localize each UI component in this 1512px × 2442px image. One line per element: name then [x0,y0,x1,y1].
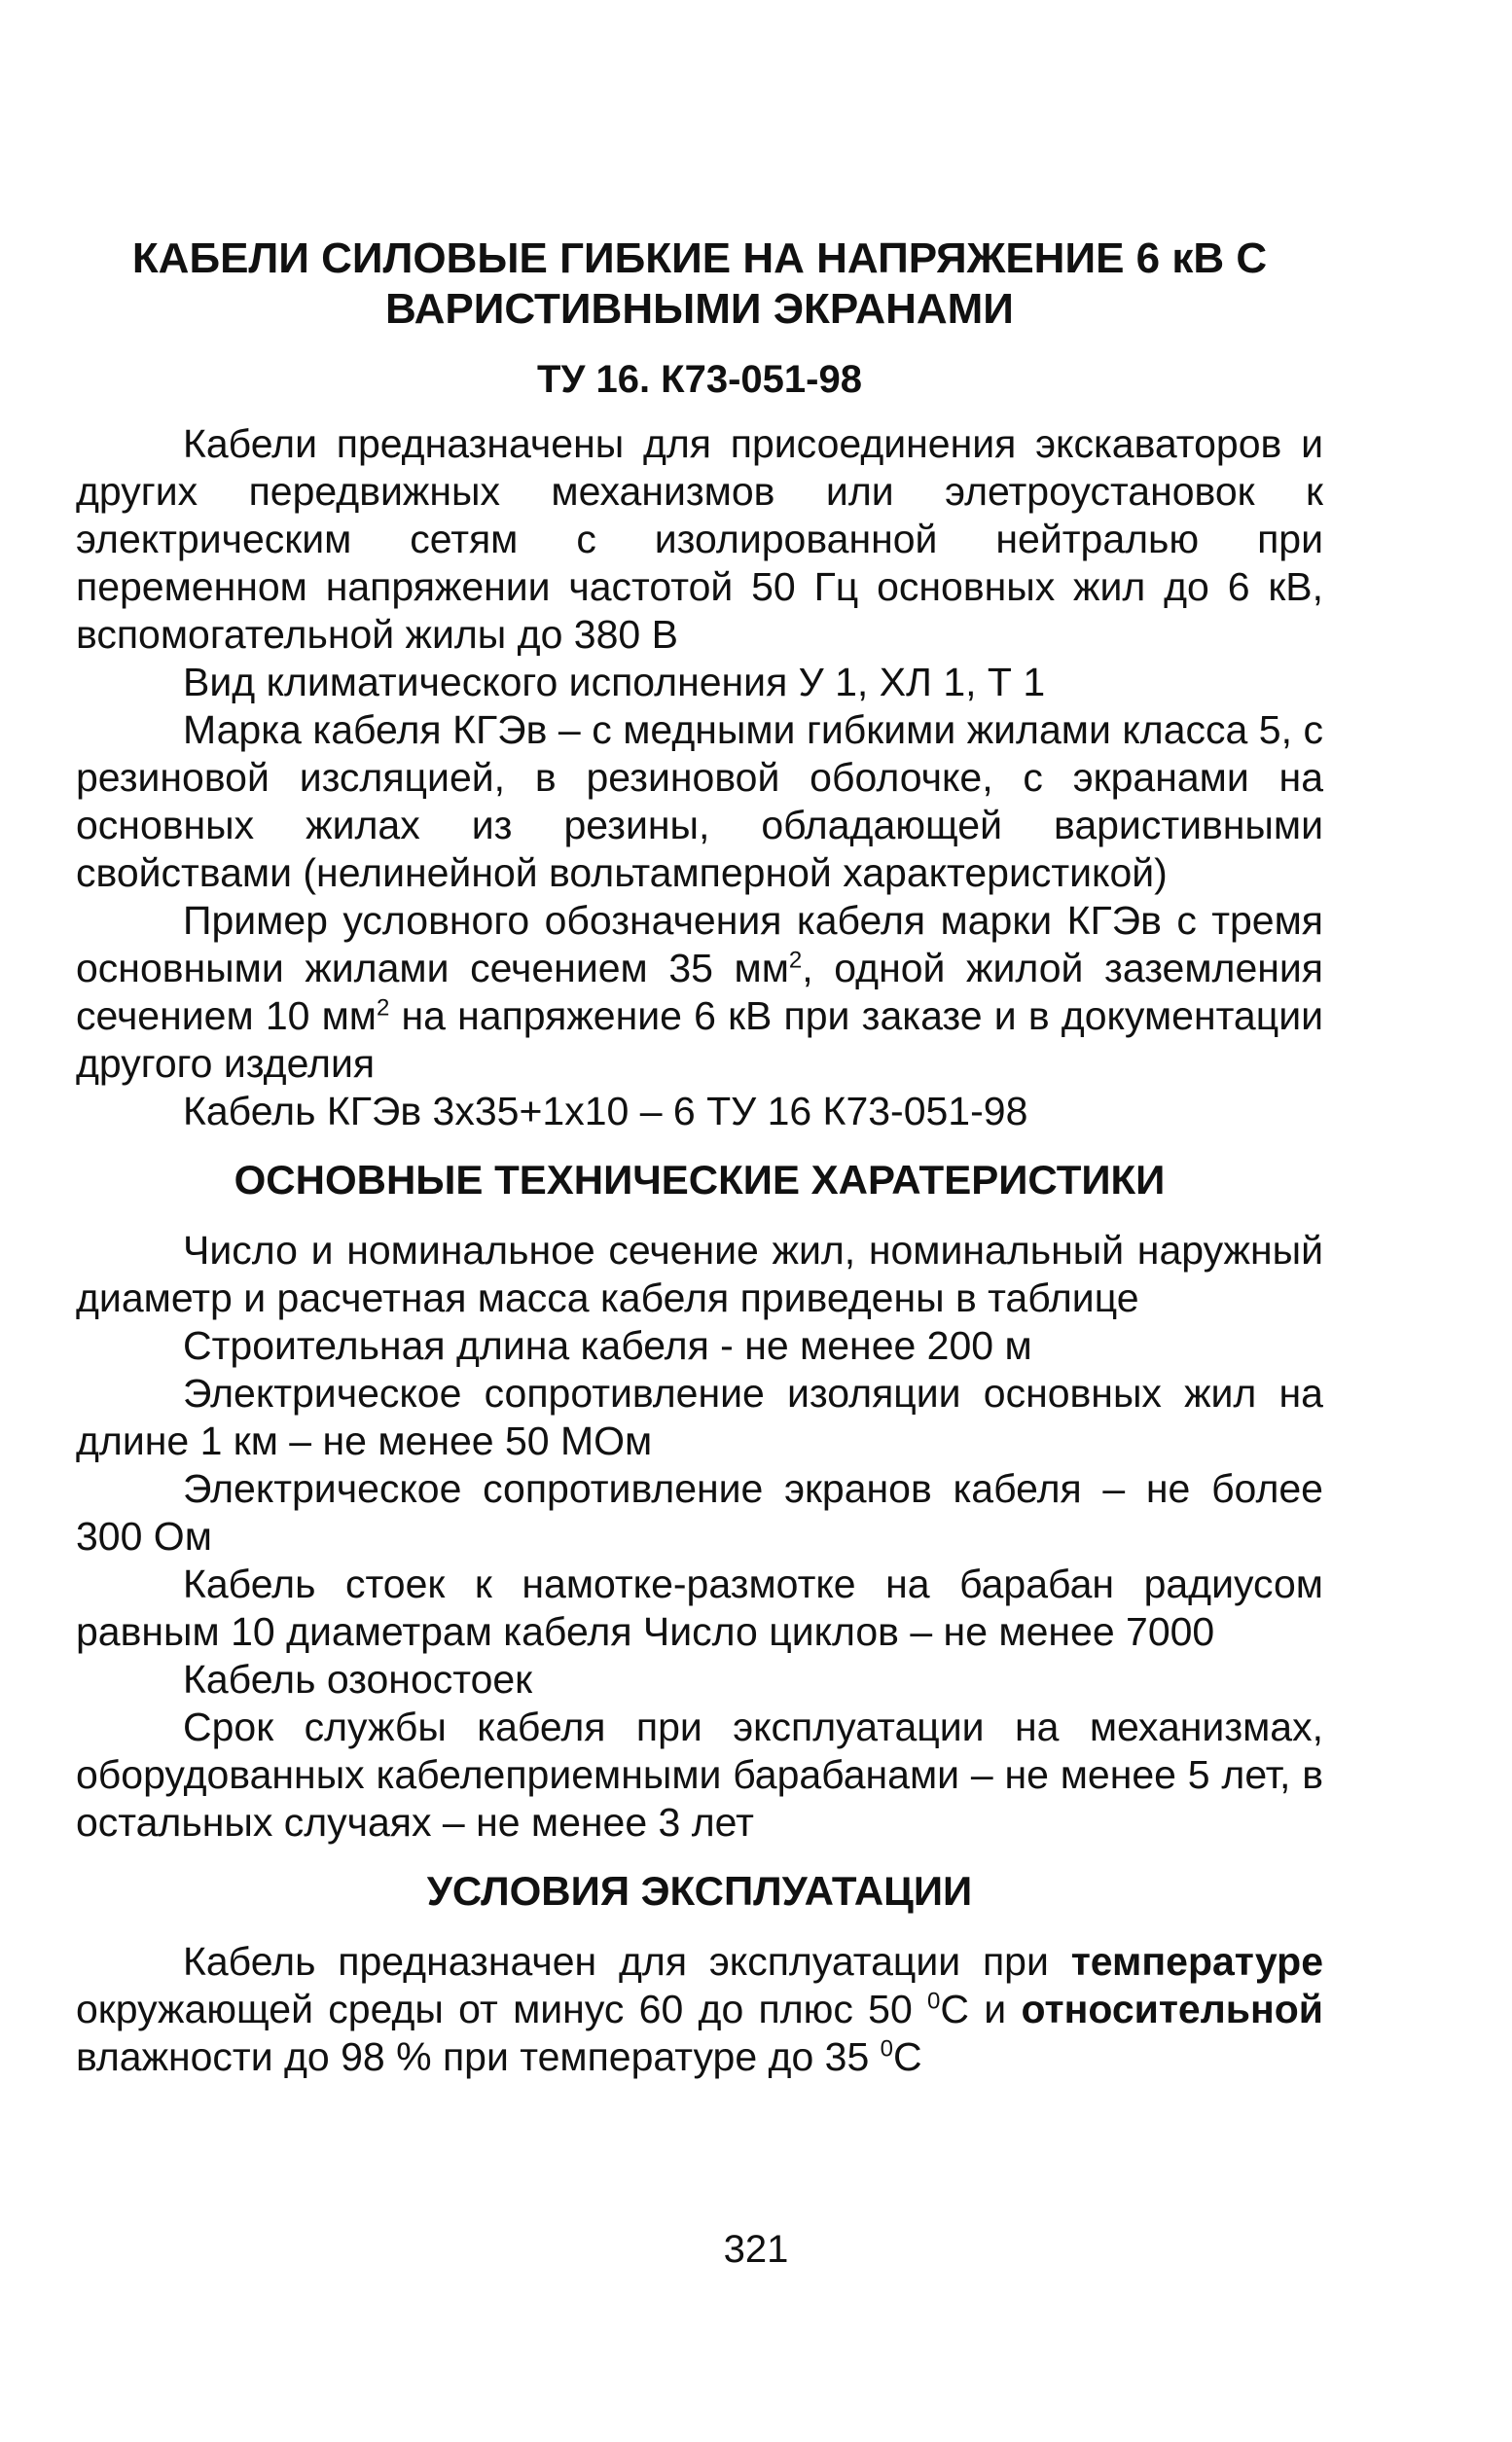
example-paragraph: Пример условного обозначения кабеля марки КГЭв с тремя основными жилами сечением 35 $мм^2$, одной жилой заземления сечением 10 $мм^2$ на напряжение 6 кВ при заказе и в документации другого изделия [76,898,1323,1086]
cable-designation: Кабель КГЭв 3х35+1х10 – 6 ТУ 16 К73-051-98 [183,1089,1028,1133]
spec-paragraph: Строительная длина кабеля - не менее 200 м [183,1323,1032,1368]
page-number: 321 [723,2228,789,2271]
intro-paragraph-brand: Марка кабеля КГЭв – с медными гибкими жилами класса 5, с резиновой изсляцией, в резиновой оболочке, с экранами на основных жилах из резины, обладающей варистивными свойствами (нелинейной вольтамперной характеристикой) [76,707,1323,895]
spec-paragraph: Число и номинальное сечение жил, номинальный наружный диаметр и расчетная масса кабеля приведены в таблице [76,1228,1323,1320]
section-heading-specs: ОСНОВНЫЕ ТЕХНИЧЕСКИЕ ХАРАТЕРИСТИКИ [234,1157,1166,1203]
spec-paragraph: Срок службы кабеля при эксплуатации на механизмах, оборудованных кабелеприемными барабанами – не менее 5 лет, в остальных случаях – не менее 3 лет [76,1705,1323,1845]
spec-paragraph: Кабель озоностоек [183,1657,533,1702]
intro-paragraph-purpose: Кабели предназначены для присоединения экскаваторов и других передвижных механизмов или элетроустановок к электрическим сетям с изолированной нейтралью при переменном напряжении частотой 50 Гц основных жил до 6 кВ, вспомогательной жилы до 380 В [76,421,1323,657]
document-page [76,233,1323,2081]
conditions-paragraph: Кабель предназначен для эксплуатации при температуре окружающей среды от минус 60 до плюс 50 $^0$С и относительной влажности до 98 % при температуре до 35 $^0$С [76,1939,1323,2079]
section-heading-conditions: УСЛОВИЯ ЭКСПЛУАТАЦИИ [426,1868,973,1914]
spec-paragraph: Электрическое сопротивление экранов кабеля – не более 300 Ом [76,1466,1323,1559]
spec-paragraph: Кабель стоек к намотке-размотке на барабан радиусом равным 10 диаметрам кабеля Число циклов – не менее 7000 [76,1562,1323,1654]
document-title: КАБЕЛИ СИЛОВЫЕ ГИБКИЕ НА НАПРЯЖЕНИЕ 6 кВ С ВАРИСТИВНЫМИ ЭКРАНАМИ [131,234,1268,333]
intro-paragraph-climate: Вид климатического исполнения У 1, ХЛ 1, Т 1 [183,660,1046,704]
tu-code: ТУ 16. К73-051-98 [537,358,862,401]
spec-paragraph: Электрическое сопротивление изоляции основных жил на длине 1 км – не менее 50 МОм [76,1371,1323,1463]
